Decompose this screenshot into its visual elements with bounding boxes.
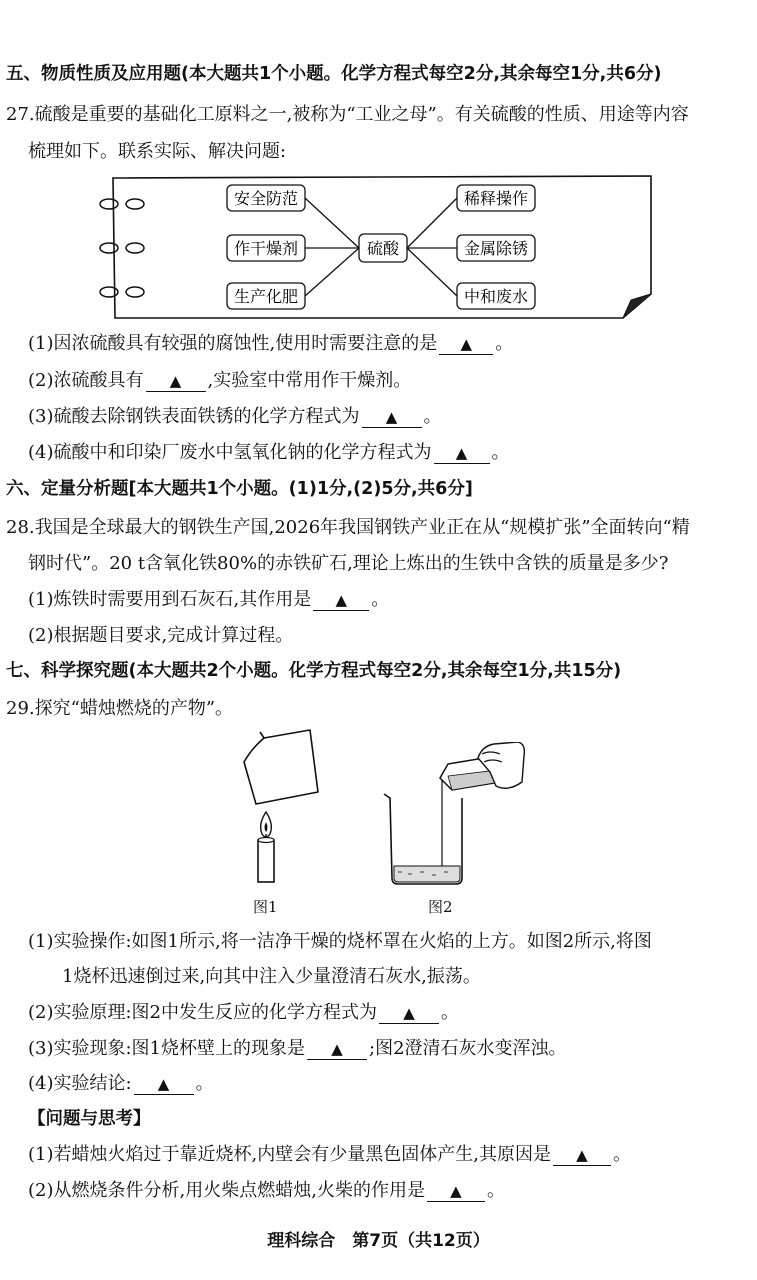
- q27-part4: (4)硫酸中和印染厂废水中氢氧化钠的化学方程式为 ▲ 。: [28, 442, 510, 463]
- figure-2-caption: 图2: [428, 898, 453, 916]
- q29-part1-line1: (1)实验操作:如图1所示,将一洁净干燥的烧杯罩在火焰的上方。如图2所示,将图: [28, 931, 652, 952]
- q27-part2: (2)浓硫酸具有 ▲ ,实验室中常用作干燥剂。: [28, 370, 412, 391]
- section-5-title: 五、物质性质及应用题(本大题共1个小题。化学方程式每空2分,其余每空1分,共6分): [6, 64, 662, 84]
- q27-stem-line1: 27.硫酸是重要的基础化工原料之一,被称为“工业之母”。有关硫酸的性质、用途等内容: [6, 104, 689, 125]
- answer-blank[interactable]: ▲: [434, 443, 490, 464]
- section-6-title: 六、定量分析题[本大题共1个小题。(1)1分,(2)5分,共6分]: [6, 479, 473, 499]
- q29-think1: (1)若蜡烛火焰过于靠近烧杯,内壁会有少量黑色固体产生,其原因是 ▲ 。: [28, 1144, 631, 1165]
- answer-blank[interactable]: ▲: [427, 1181, 485, 1202]
- right-node-1-label: 稀释操作: [463, 189, 529, 208]
- q28-stem-line2: 钢时代”。20 t含氧化铁80%的赤铁矿石,理论上炼出的生铁中含铁的质量是多少?: [28, 553, 669, 574]
- answer-blank[interactable]: ▲: [146, 371, 206, 392]
- q29-think2: (2)从燃烧条件分析,用火柴点燃蜡烛,火柴的作用是 ▲ 。: [28, 1180, 505, 1201]
- answer-blank[interactable]: ▲: [313, 590, 369, 611]
- q28-part1: (1)炼铁时需要用到石灰石,其作用是 ▲ 。: [28, 589, 390, 610]
- q27-part3: (3)硫酸去除钢铁表面铁锈的化学方程式为 ▲ 。: [28, 406, 442, 427]
- q27-part1: (1)因浓硫酸具有较强的腐蚀性,使用时需要注意的是 ▲ 。: [28, 333, 514, 354]
- right-node-3-label: 中和废水: [463, 287, 529, 306]
- q28-part2: (2)根据题目要求,完成计算过程。: [28, 625, 294, 646]
- q29-stem: 29.探究“蜡烛燃烧的产物”。: [6, 698, 234, 719]
- center-node: [359, 234, 407, 262]
- think-section-title: 【问题与思考】: [28, 1109, 151, 1129]
- q29-part2: (2)实验原理:图2中发生反应的化学方程式为 ▲ 。: [28, 1002, 460, 1023]
- q29-part1-line2: 1烧杯迅速倒过来,向其中注入少量澄清石灰水,振荡。: [62, 966, 481, 987]
- answer-blank[interactable]: ▲: [362, 407, 422, 428]
- figure-1-beaker-over-candle-icon: [236, 728, 336, 888]
- answer-blank[interactable]: ▲: [439, 334, 493, 355]
- right-node-3: [457, 283, 535, 309]
- answer-blank[interactable]: ▲: [379, 1003, 439, 1024]
- figure-1-caption: 图1: [253, 898, 278, 916]
- answer-blank[interactable]: ▲: [553, 1145, 611, 1166]
- q29-part3: (3)实验现象:图1烧杯壁上的现象是 ▲ ;图2澄清石灰水变浑浊。: [28, 1038, 567, 1059]
- q28-stem-line1: 28.我国是全球最大的钢铁生产国,2026年我国钢铁产业正在从“规模扩张”全面转向“精: [6, 517, 690, 538]
- left-node-2-label: 作干燥剂: [233, 239, 299, 258]
- answer-blank[interactable]: ▲: [134, 1074, 194, 1095]
- left-node-1-label: 安全防范: [233, 189, 299, 208]
- answer-blank[interactable]: ▲: [307, 1039, 367, 1060]
- figure-2-pour-limewater-icon: [378, 742, 528, 890]
- left-node-3-label: 生产化肥: [233, 287, 299, 306]
- q29-part4: (4)实验结论: ▲ 。: [28, 1073, 214, 1094]
- sulfuric-acid-mind-map: [95, 172, 665, 324]
- left-node-2: [227, 235, 305, 261]
- q27-stem-line2: 梳理如下。联系实际、解决问题:: [28, 141, 287, 162]
- right-node-2-label: 金属除锈: [463, 239, 529, 258]
- right-node-2: [457, 235, 535, 261]
- left-node-1: [227, 185, 305, 211]
- page-footer: 理科综合 第7页（共12页）: [267, 1231, 490, 1251]
- center-node-label: 硫酸: [366, 239, 400, 258]
- section-7-title: 七、科学探究题(本大题共2个小题。化学方程式每空2分,其余每空1分,共15分): [6, 661, 622, 681]
- left-node-3: [227, 283, 305, 309]
- right-node-1: [457, 185, 535, 211]
